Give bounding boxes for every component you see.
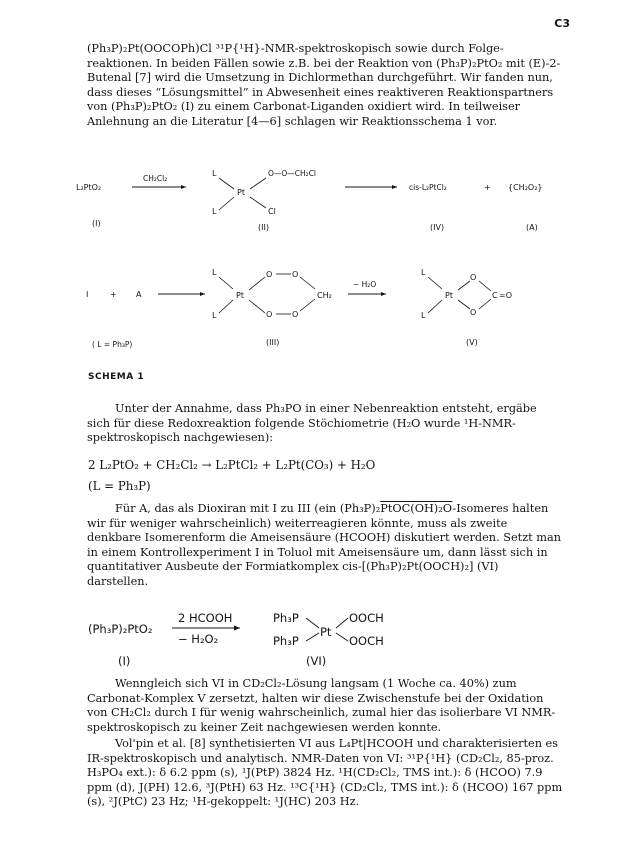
formiate-ooch-bottom: OOCH [349,634,384,648]
scheme-III-O2: O [292,270,299,279]
scheme-III-CH2: CH₂ [317,291,332,300]
paragraph-nmr-data: Vol'pin et al. [8] synthetisierten VI aus L₄Pt|HCOOH und charakterisierten es IR-spektroskopisch und analytisch. NMR-Daten von VI: ³¹P{¹H} (CD₂Cl₂, 85-proz. H₃PO₄ ext.): δ 6.2 ppm (s), ¹J(PtP) 3824 Hz. ¹H(CD₂Cl₂, TMS int.): δ (HCOO) 7.9 ppm (d), J(PH) 12.6, ³J(PtH) 63 Hz. ¹³C{¹H} (CD₂Cl₂, TMS int.): δ (HCOO) 167 ppm (s), ²J(PtC) 23 Hz; ¹H-gekoppelt: ¹J(HC) 203 Hz. [87,737,563,809]
formiate-reaction [0,600,624,672]
scheme-r2-A: A [136,290,142,299]
scheme-III-Pt: Pt [236,291,244,300]
scheme-r1-plus: + [484,183,491,192]
scheme-r1-left: L₂PtO₂ [76,183,102,192]
scheme-r1-L-top: L [212,169,217,178]
scheme-III-L-bottom: L [212,311,217,320]
scheme-r2-I: I [86,290,89,299]
paragraph-intro: (Ph₃P)₂Pt(OOCOPh)Cl ³¹P{¹H}-NMR-spektroskopisch sowie durch Folgereaktionen. In beiden Fällen sowie z.B. bei der Reaktion von (Ph₃P)₂PtO₂ mit (E)-2-Butenal [7] wird die Umsetzung in Dichlormethan durchgeführt. Wir fanden nun, dass dieses “Lösungsmittel” in Abwesenheit eines reaktiveren Reaktionspartners von (Ph₃P)₂PtO₂ (I) zu einem Carbonat-Liganden oxidiert wird. In teilweiser Anlehnung an die Literatur [4—6] schlagen wir Reaktionsschema 1 vor. [87,42,561,128]
paragraph-stoichiometry: Unter der Annahme, dass Ph₃PO in einer Nebenreaktion entsteht, ergäbe sich für diese Redoxreaktion folgende Stöchiometrie (H₂O wurde ¹H-NMR-spektroskopisch nachgewiesen): [87,402,537,445]
scheme-label-V: (V) [466,338,478,347]
formiate-label-VI: (VI) [306,654,327,668]
formiate-arrow-top: 2 HCOOH [178,611,233,625]
scheme-III-O3: O [266,310,273,319]
formiate-ooch-top: OOCH [349,611,384,625]
dioxiran-ring-formula: PtOC(OH)₂O [380,502,453,515]
scheme-r1-L-bottom: L [212,207,217,216]
scheme-V-O2: O [470,308,477,317]
formiate-arrow-bottom: − H₂O₂ [178,632,219,646]
scheme-label-II: (II) [258,223,269,232]
scheme-label-L-def: ( L = Ph₃P) [92,340,133,349]
scheme-r1-Cl: Cl [268,207,276,216]
paragraph-zersetzung: Wenngleich sich VI in CD₂Cl₂-Lösung langsam (1 Woche ca. 40%) zum Carbonat-Komplex V zersetzt, halten wir diese Zwischenstufe bei der Oxidation von CH₂Cl₂ durch I für wenig wahrscheinlich, zumal hier das isolierbare VI NMR-spektroskopisch zu keiner Zeit nachgewiesen werden konnte. [87,677,556,734]
dioxiran-text-a: Für A, das als Dioxiran mit I zu III (ein (Ph₃P)₂ [115,502,381,515]
scheme-V-L-bottom: L [421,311,426,320]
scheme-minus-h2o: − H₂O [353,280,377,289]
scheme-V-dbl-O: =O [499,291,512,300]
page-number: C3 [554,17,570,30]
scheme-r1-arrow-label: CH₂Cl₂ [143,174,168,183]
scheme-label-IV: (IV) [430,223,445,232]
scheme-V-Pt: Pt [445,291,453,300]
formiate-ph3p-bottom: Ph₃P [273,634,299,648]
scheme-r1-A: {CH₂O₂} [508,183,543,192]
scheme-III-L-top: L [212,268,217,277]
ligand-definition: (L = Ph₃P) [88,479,151,493]
paragraph-dioxiran [87,502,563,590]
formiate-ph3p-top: Ph₃P [273,611,299,625]
scheme-r1-Pt: Pt [237,188,245,197]
scheme-III-O4: O [292,310,299,319]
formiate-reactant: (Ph₃P)₂PtO₂ [88,622,153,636]
formiate-pt: Pt [320,625,332,639]
scheme-V-L-top: L [421,268,426,277]
scheme-V-C: C [492,291,498,300]
scheme-V-O1: O [470,273,477,282]
dioxiran-text-c: -Isomeres halten wir für weniger wahrscheinlich) weiterreagieren könnte, muss als zweite denkbare Isomerenform die Ameisensäure (HCOOH) diskutiert werden. Setzt man in einem Kontrollexperiment I in Toluol mit Ameisensäure um, dann lässt sich in quantitativer Ausbeute der Formiatkomplex cis-[(Ph₃P)₂Pt(OOCH)₂] (VI) darstellen. [87,502,562,588]
scheme-r1-product: cis-L₂PtCl₂ [409,183,447,192]
scheme-III-O1: O [266,270,273,279]
scheme-r2-plus: + [110,290,117,299]
reaction-scheme [0,160,624,375]
scheme-label-III: (III) [266,338,280,347]
scheme-caption: SCHEMA 1 [88,372,145,382]
scheme-label-A: (A) [526,223,538,232]
formiate-label-I: (I) [118,654,131,668]
stoichiometry-equation: 2 L₂PtO₂ + CH₂Cl₂ → L₂PtCl₂ + L₂Pt(CO₃) + H₂O [88,458,376,472]
scheme-r1-oo-ch2cl: O—O—CH₂Cl [268,169,317,178]
scheme-label-I: (I) [92,219,101,228]
